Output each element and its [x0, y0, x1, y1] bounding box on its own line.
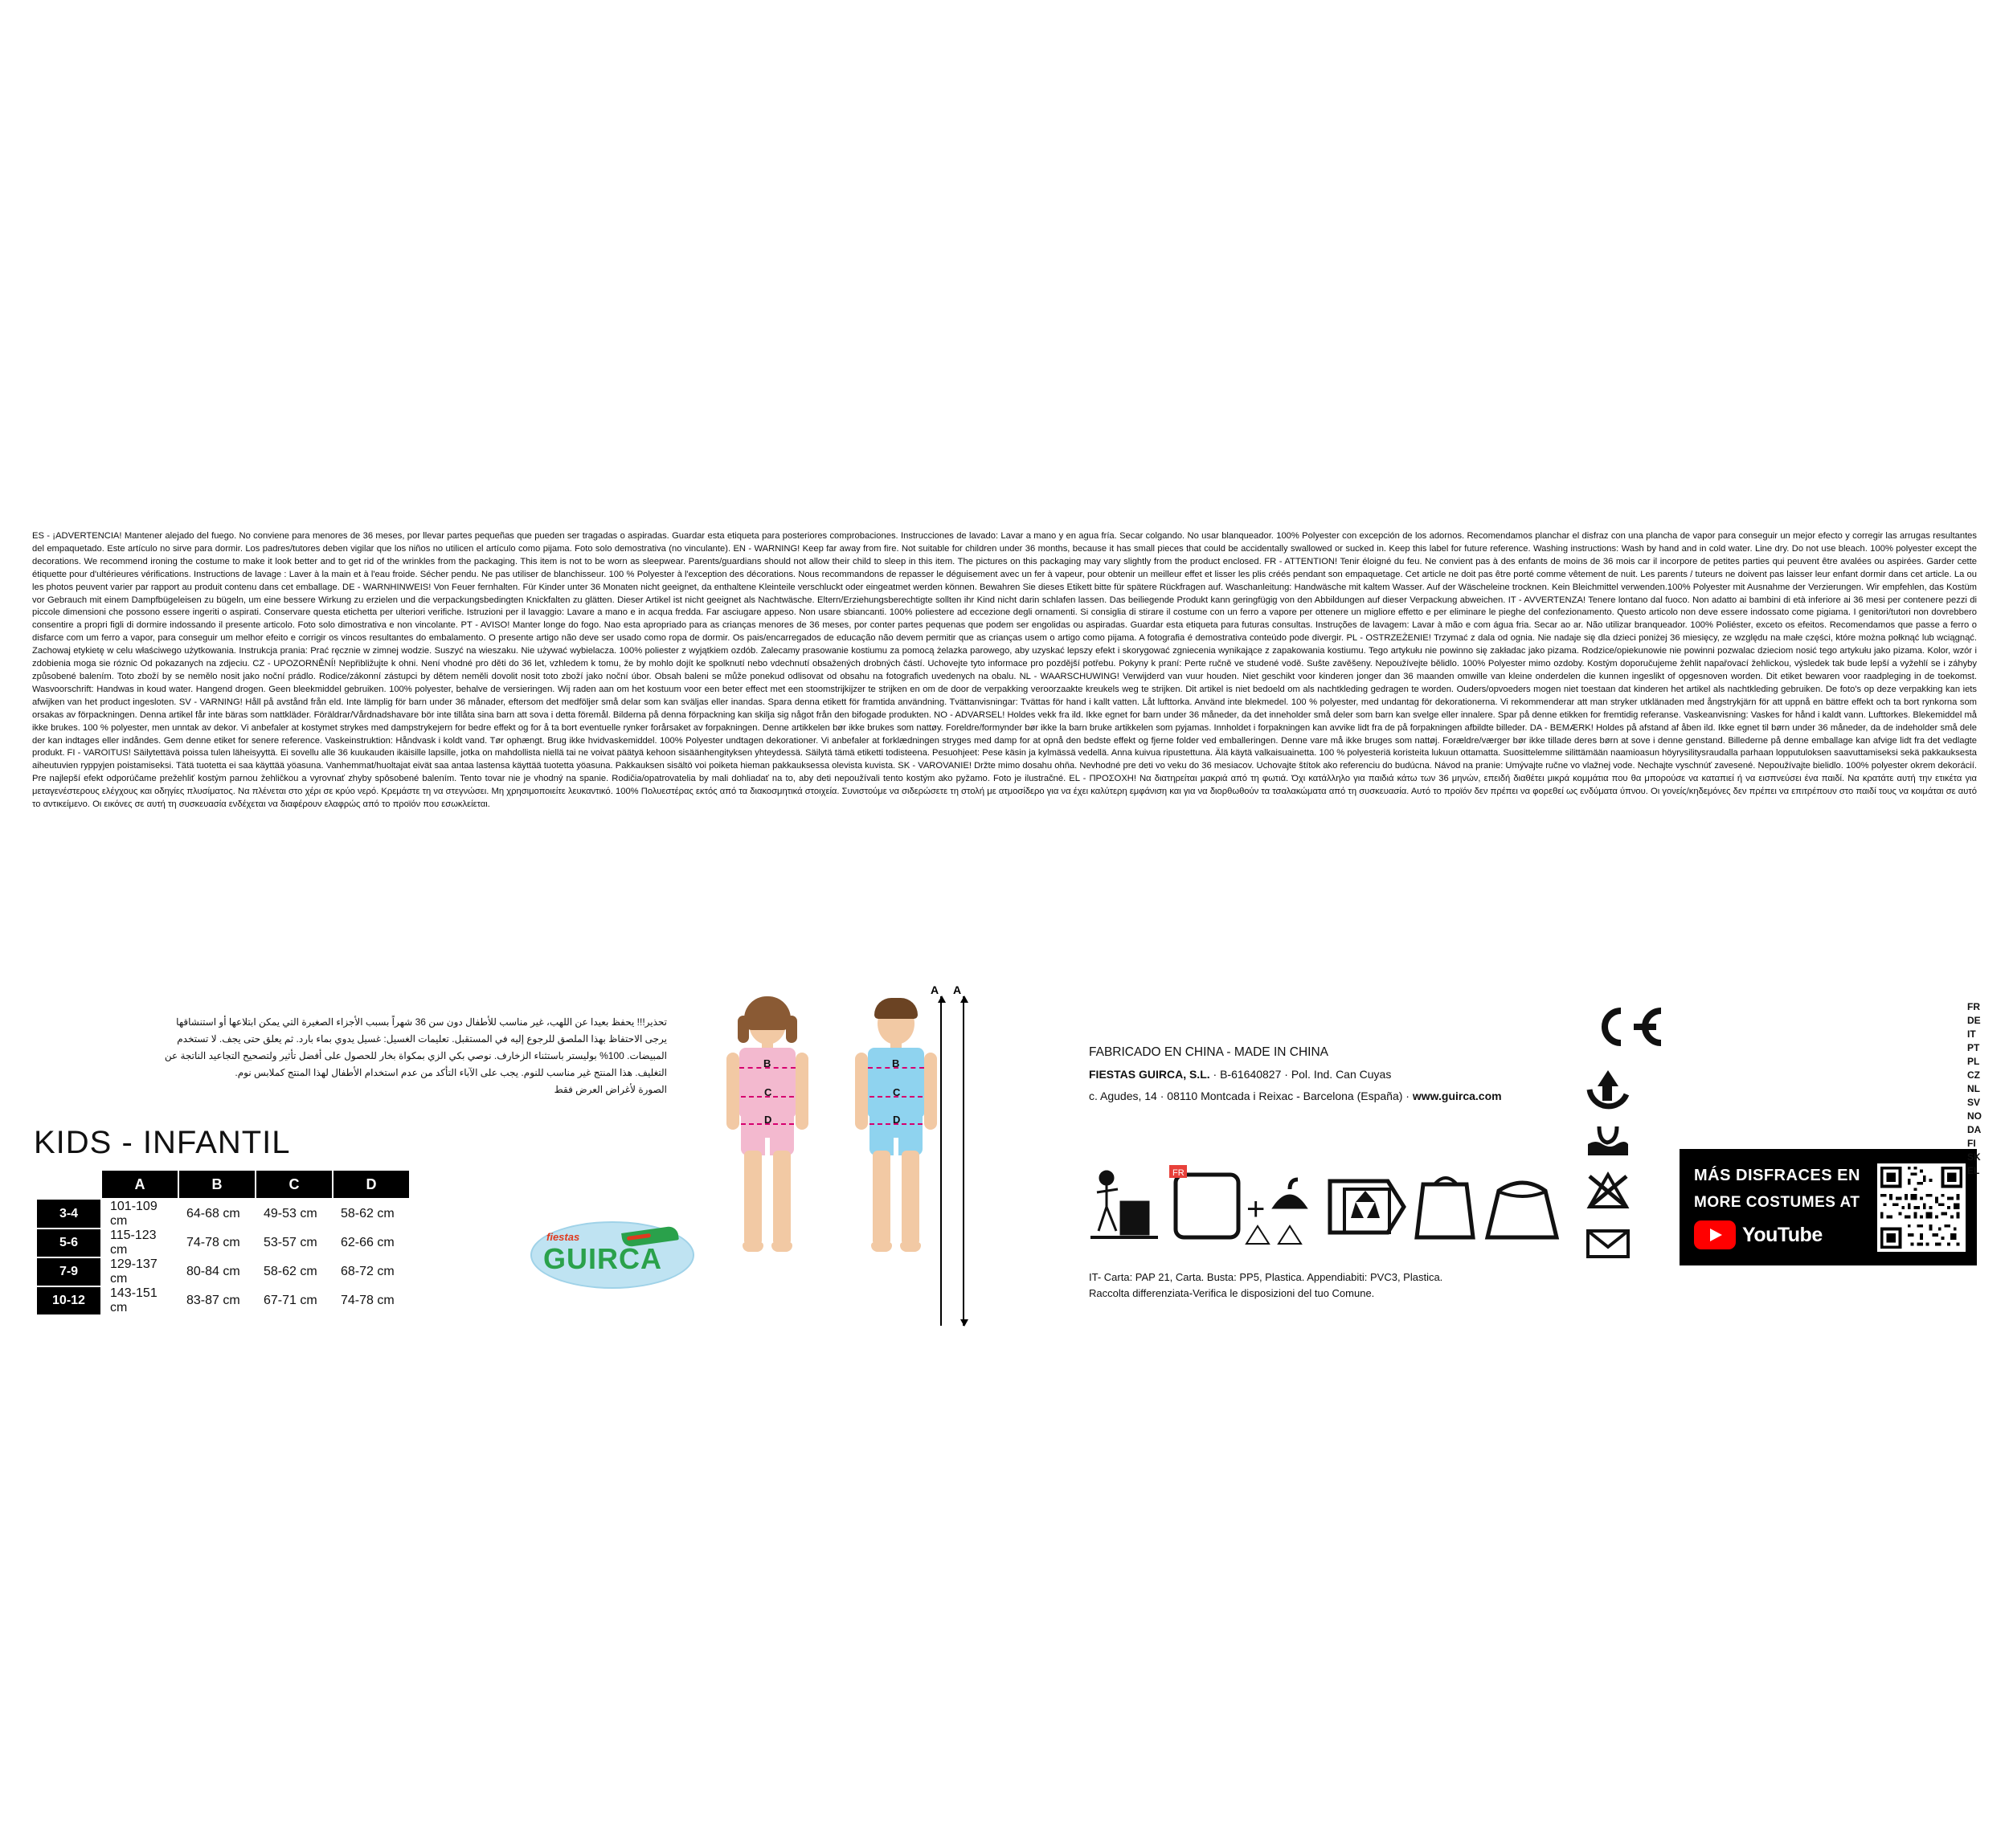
company-line — [1089, 1064, 1502, 1085]
promo-line-1: MÁS DISFRACES EN — [1694, 1167, 1860, 1184]
qr-code[interactable] — [1877, 1163, 1966, 1252]
youtube-wordmark: YouTube — [1742, 1223, 1823, 1246]
manufacturer-info — [1089, 1041, 1502, 1107]
youtube-play-icon — [1694, 1220, 1736, 1249]
size-5-6-c: 53-57 cm — [264, 1236, 317, 1249]
lang-it: IT — [1967, 1028, 1976, 1041]
lang-de: DE — [1967, 1015, 1981, 1027]
girl-measure-label-d: D — [764, 1114, 772, 1126]
size-10-12-b: 83-87 cm — [186, 1294, 240, 1307]
arabic-line-5: الصورة لأغراض العرض فقط — [554, 1084, 667, 1095]
arabic-line-3: المبيضات. 100% بوليستر باستثناء الزخارف. نوصي بكي الزي بمكواة بخار للحصول على أفضل تأثير ولتصحيح التجاعيد الناتجة عن — [164, 1050, 667, 1061]
size-col-header-c: C — [256, 1170, 333, 1199]
size-3-4-d: 58-62 cm — [341, 1207, 395, 1220]
recycling-icon-group — [1089, 1157, 1587, 1253]
boy-arm-left — [855, 1053, 868, 1130]
size-7-9-d: 68-72 cm — [341, 1265, 395, 1278]
company-address: c. Agudes, 14 · 08110 Montcada i Reixac - Barcelona (España) · — [1089, 1090, 1413, 1103]
logo-brand-name: GUIRCA — [543, 1242, 662, 1275]
size-3-4-b: 64-68 cm — [186, 1207, 240, 1220]
girl-measure-label-b: B — [763, 1057, 771, 1069]
boy-measure-label-d: D — [893, 1114, 901, 1126]
lang-el: EL — [1967, 1165, 1980, 1177]
recycling-note-line-1: IT- Carta: PAP 21, Carta. Busta: PP5, Plastica. Appendiabiti: PVC3, Plastica. — [1089, 1271, 1443, 1283]
plastic-bag-icon — [1417, 1184, 1473, 1237]
boy-leg-gap — [894, 1138, 898, 1157]
arabic-warning-block — [32, 1014, 667, 1098]
size-col-header-a: A — [101, 1170, 178, 1199]
size-10-12-d: 74-78 cm — [341, 1294, 395, 1307]
girl-leg-gap — [765, 1138, 770, 1157]
do-not-bleach-icon — [1581, 1168, 1635, 1215]
girl-arm-right — [796, 1053, 808, 1130]
boy-leg-right — [902, 1151, 919, 1245]
pvc-triangle-icon — [1246, 1226, 1269, 1244]
girl-leg-left — [744, 1151, 762, 1245]
size-10-12-c: 67-71 cm — [264, 1294, 317, 1307]
ce-mark-icon — [1587, 1004, 1667, 1049]
size-table-title: KIDS - INFANTIL — [34, 1125, 291, 1160]
boy-figure-icon — [836, 988, 956, 1334]
sack-icon — [1487, 1183, 1557, 1237]
size-table — [35, 1169, 411, 1316]
lang-no: NO — [1967, 1110, 1982, 1122]
company-name: FIESTAS GUIRCA, S.L. — [1089, 1068, 1210, 1081]
girl-hair — [744, 996, 791, 1030]
company-registration: · B-61640827 · Pol. Ind. Can Cuyas — [1209, 1068, 1392, 1081]
made-in-text: FABRICADO EN CHINA - MADE IN CHINA — [1089, 1045, 1328, 1059]
lang-pl: PL — [1967, 1056, 1980, 1068]
logo-fiestas-text: fiestas — [546, 1231, 580, 1243]
company-address-line — [1089, 1085, 1502, 1107]
language-code-column — [1967, 1000, 1982, 1178]
boy-foot-right — [900, 1242, 921, 1252]
boy-arm-right — [924, 1053, 937, 1130]
promo-line-2: MORE COSTUMES AT — [1694, 1194, 1860, 1211]
size-col-header-d: D — [333, 1170, 410, 1199]
envelope-icon — [1581, 1220, 1635, 1266]
table-row — [36, 1199, 410, 1229]
girl-foot-right — [771, 1242, 792, 1252]
boy-measure-label-c: C — [893, 1086, 901, 1098]
girl-figure-icon — [707, 988, 828, 1334]
size-7-9-b: 80-84 cm — [186, 1265, 240, 1278]
fr-tag-text: FR — [1172, 1168, 1185, 1178]
girl-foot-left — [743, 1242, 763, 1252]
multilingual-warning-text: ES - ¡ADVERTENCIA! Mantener alejado del fuego. No conviene para menores de 36 meses, por llevar partes pequeñas que pueden ser tragadas o aspiradas. Guardar esta etiqueta para posteriores comprobaciones. Instrucciones de lavado: Lavar a mano y en agua fría. Secar colgando. No usar blanqueador. 100% Polyester con excepción de los adornos. Recomendamos planchar el disfraz con una plancha de vapor para conseguir un mejor efecto y corregir las arrugas resultantes del empaquetado. Este artículo no sirve para dormir. Los padres/tutores deben vigilar que los niños no utilicen el artículo como pijama. Foto solo demostrativa (no vinculante). EN - WARNING! Keep far away from fire. Not suitable for children under 36 months, because it has small pieces that could be accidentally swallowed or sucked in. Keep this label for future reference. Washing instructions: Wash by hand and in cold water. Line dry. Do not use bleach. 100% polyester except the decorations. We recommend ironing the costume to make it look better and to get rid of the wrinkles from the packaging. This item is not to be worn as sleepwear. Parents/guardians should not allow their child to sleep in this item. The pictures on this packaging may vary slightly from the product enclosed. FR - ATTENTION! Tenir éloigné du feu. Ne convient pas à des enfants de moins de 36 mois car il incorpore de petites parties qui peuvent être avalées ou aspirées. Garder cette étiquette pour d'ultérieures vérifications. Instructions de lavage : Laver à la main et à l'eau froide. Sécher pendu. Ne pas utiliser de blanchisseur. 100 % Polyester à l'exception des décorations. Nous recommandons de repasser le déguisement avec un fer à vapeur, pour obtenir un meilleur effet et lisser les plis créés pendant son empaquetage. Cet article ne doit pas être porté comme vêtement de nuit. Les parents / tuteurs ne doivent pas laisser leur enfant dormir dans cet article. La ou les photos peuvent varier par rapport au produit contenu dans cet emballage. DE - WARNHINWEIS! Von Feuer fernhalten. Für Kinder unter 36 Monaten nicht geeignet, da enthaltene Kleinteile verschluckt oder eingeatmet werden können. Bewahren Sie dieses Etikett bitte für spätere Rückfragen auf. Waschanleitung: Handwäsche mit kaltem Wasser. Auf der Wäscheleine trocknen. Kein Bleichmittel verwenden.100% Polyester mit Ausnahme der Verzierungen. Wir empfehlen, das Kostüm vor Gebrauch mit einem Dampfbügeleisen zu bügeln, um eine bessere Wirkung zu erzielen und die verpackungsbedingten Knickfalten zu glätten. Dieser Artikel ist nicht geeignet als Nachtwäsche. Eltern/Erziehungsberechtigte sollten ihr Kind nicht darin schlafen lassen. Das beiliegende Produkt kann geringfügig von den Abbildungen auf dieser Verpackung abweichen. IT - AVVERTENZA! Tenere lontano dal fuoco. Non adatto ai bambini di età inferiore ai 36 mesi per contenere pezzi di piccole dimensioni che possono essere ingeriti o aspirati. Conservare questa etichetta per ulteriori verifiche. Istruzioni per il lavaggio: Lavare a mano e in acqua fredda. Far asciugare appeso. Non usare sbiancanti. 100% poliestere ad eccezione degli ornamenti. Si consiglia di stirare il costume con un ferro a vapore per ottenere un migliore effetto e per eliminare le pieghe del confezionamento. Questo articolo non deve essere indossato come pigiama. I genitori/tutori non dovrebbero consentire a propri figli di dormire indossando il presente articolo. Foto solo dimostrativa e non vincolante. PT - AVISO! Manter longe do fogo. Nao esta apropriado para as crianças menores de 36 meses, por conter partes pequenas que podem ser engolidas ou aspiradas. Guardar esta etiqueta para futuras consultas. Instruções de lavagem: Lavar à mão e com água fria. Secar ao ar. Não utilizar branqueador. 100% Poliéster, exceto os efeitos. Recomendamos que passe a ferro o disfarce com um ferro a vapor, para conseguir um melhor efeito e corrigir os vincos resultantes do embalamento. O presente artigo não deve ser usado como ropa de dormir. Os pais/encarregados de educação não devem permitir que as crianças usem o artigo como pijama. A fotografia é demostrativa conteúdo pode divergir. PL - OSTRZEŻENIE! Trzymać z dala od ognia. Nie nadaje się dla dzieci poniżej 36 miesięcy, ze względu na małe części, które można połknąć lub wciągnąć. Zachowaj etykietę w celu właściwego użytkowania. Instrukcja prania: Prać ręcznie w zimnej wodzie. Suszyć na wieszaku. Nie używać wybielacza. 100% poliester z wyjątkiem ozdób. Zalecamy prasowanie kostiumu za pomocą żelazka parowego, aby uzyskać lepszy efekt i skorygować zgniecenia wynikające z zapakowania kostiumu. Tego artykułu nie powinno się zakładac jako pizama. Rodzice/opiekunowie nie powinni pozwalac dzieciom nosić tego artykułu jako pizama. Kolor, wzór i zdobienia moga sie róznic Od pokazanych na zdjeciu. CZ - UPOZORNĚNÍ! Nepřibližujte k ohni. Není vhodné pro děti do 36 let, vzhledem k tomu, že by mohlo dojít ke spolknutí nebo vdechnutí obsažených drobných částí. Uchovejte tyto informace pro pozdější potřebu. Pokyny k praní: Perte ručně ve studené vodě. Sušte zavěšeny. Nepoužívejte bělidlo. 100% Polyester mimo ozdoby. Kostým doporučujeme žehlit napařovací žehlickou, výsledek tak bude lepší a vyžehlí se i záhyby způsobené balením. Toto zboží by se nemělo nosit jako noční prádlo. Rodice/zákonní zástupci by dětem neměli dovolit nosit toto zboží jako noční úbor. Obsah baleni se může ponekud odlisovat od obsahu na fotografich uvedenych na obalu. NL - WAARSCHUWING! Verwijderd van vuur houden. Niet geschikt voor kinderen jonger dan 36 maanden omwille van kleine onderdelen die kunnen ingeslikt of opgesnoven worden. Dit etiket bewaren voor raadpleging in de toekomst. Wasvoorschrift: Handwas in koud water. Hangend drogen. Geen bleekmiddel gebruiken. 100% polyester, behalve de versieringen. Wij raden aan om het kostuum voor een beter effect met een stoomstrijkijzer te strijken en om de door de verpakking veroorzaakte kreukels weg te strijken. Dit artikel is niet bedoeld om als nachtkleding gedragen te worden. Ouders/opvoeders mogen niet toestaan dat kinderen het artikel als nachtkleding gebruiken. De foto's op deze verpakking kan iets afwijken van het product ingesloten. SV - VARNING! Håll på avstånd från eld. Inte lämplig för barn under 36 månader, eftersom det medföljer små delar som kan sväljas eller inandas. Spara denna etikett för framtida användning. Tvättanvisningar: Tvättas för hand i kallt vatten. Låt lufttorka. Använd inte blekmedel. 100 % polyester, med undantag för dekorationerna. Vi rekommenderar att man stryker utklänaden med ångstrykjärn för att uppnå en bättre effekt och ta bort rynkorna som orsakas av förpackningen. Denna artikel får inte bäras som nattkläder. Föräldrar/Vårdnadshavare bör inte tillåta sina barn att sova i detta föremål. Bilderna på denna förpackning kan skilja sig något från den bifogade produkten. NO - ADVARSEL! Holdes vekk fra ild. Ikke egnet for barn under 36 måneder, da det inneholder små deler som barn kan svelge eller innalere. Spar på denne etikken for fremtidig referanse. Vaskeanvisning: Vaskes for hånd i kaldt vann. Lufttorkes. Blekemiddel må ikke brukes. 100 % polyester, men unntak av dekor. Vi anbefaler at kostymet strykes med dampstrykejern for bedre effekt og for å ta bort eventuelle rynker forårsaket av forpakningen. Denne artikkelen bør ikke brukes som nattøy. Foreldre/formynder bør ikke la barn bruke artikkelen som pyjamas. Innholdet i forpakningen kan avvike lidt fra de på forpakningen afbildte billeder. DA - BEMÆRK! Holdes på afstand af åben ild. Ikke egnet til børn under 36 måneder, da de indeholder små dele der kan indtages eller indåndes. Gem denne etiket for senere reference. Vaskeinstruktion: Håndvask i koldt vand. Tør ophængt. Brug ikke hvidvaskemiddel. 100% Polyester undtagen dekorationer. Vi anbefaler at forklædningen stryges med damp for at opnå den bedste effekt og fjerne folder ved emballeringen. Denne vare må ikke bruges som nattøj. Forældre/værger bør ikke tillade deres børn at sove i denne genstand. Billederne på denne emballage kan afvige lidt fra det vedlagte produkt. FI - VAROITUS! Säilytettävä poissa tulen läheisyyttä. Ei sovellu alle 36 kuukauden ikäisille lapsille, jotka on mahdollista niellä tai ne voivat päätyä kehoon sisäänhengityksen yhteydessä. Säilytä tämä etiketti todisteena. Pesuohjeet: Pese käsin ja kylmässä vedellä. Anna kuivua ripustettuna. Älä käytä valkaisuainetta. 100 % polyesteriä koristeita lukuun ottamatta. Suosittelemme silittämään naamioasun höyrysilitysraudalla parhaan lopputuloksen saavuttamiseksi sekä pakkauksesta aiheutuvien ryppyjen poistamiseksi. Tätä tuotetta ei saa käyttää yöasuna. Vanhemmat/huoltajat eivät saa antaa lastensa käyttää tuotetta yöasuna. Pakkauksen sisältö voi poiketa hieman pakkauksessa olevista kuvista. SK - VAROVANIE! Držte mimo dosahu ohňa. Nevhodné pre deti vo veku do 36 mesiacov. Uchovajte štítok ako referenciu do budúcna. Návod na pranie: Umývajte ručne vo vlažnej vode. Nechajte vyschnúť zavesené. Nepoužívajte bielidlo. 100% polyester okrem dekorácií. Pre najlepší efekt odporúčame prežehliť kostým parnou žehličkou a vyrovnať zhyby spôsobené balením. Tento tovar nie je vhodný na spanie. Rodičia/opatrovatelia by mali dohliadať na to, aby deti nepoužívali tento kostým ako pyžamo. Foto je ilustračné. EL - ΠΡΟΣΟΧΗ! Να διατηρείται μακριά από τη φωτιά. Όχι κατάλληλο για παιδιά κάτω των 36 μηνών, επειδή διαθέτει μικρά κομμάτια που θα μπορούσε να καταπιεί ή να εισπνεύσει ένα παιδί. Να κρατάτε αυτή την ετικέτα για μεταγενέστερους ελέγχους και οδηγίες πλυσίματος. Να πλένεται στο χέρι σε κρύο νερό. Κρεμάστε τη να στεγνώσει. Μη χρησιμοποιείτε λευκαντικό. 100% Πολυεστέρας εκτός από τα διακοσμητικά στοιχεία. Συνιστούμε να σιδερώσετε τη στολή με ατμοσίδερο για να έχει καλύτερη εμφάνιση και για να διορθωθούν τα τσαλακώματα από τη συσκευασία. Αυτό το προϊόν δεν πρέπει να φορεθεί ως ενδύματα ύπνου. Οι γονείς/κηδεμόνες δεν πρέπει να επιτρέπουν στο παιδί τους να κοιμάται σε αυτό το αντικείμενο. Οι εικόνες σε αυτή τη συσκευασία ενδέχεται να διαφέρουν ελαφρώς από το προϊόν που εσωκλείεται. — [32, 531, 1977, 810]
sorting-person-icon — [1090, 1171, 1158, 1237]
table-row — [36, 1229, 410, 1257]
guirca-logo — [530, 1221, 694, 1289]
size-10-12-a: 143-151 cm — [110, 1286, 158, 1314]
lang-da: DA — [1967, 1124, 1982, 1136]
height-axis-boy — [963, 996, 964, 1326]
size-7-9-c: 58-62 cm — [264, 1265, 317, 1278]
size-5-6-b: 74-78 cm — [186, 1236, 240, 1249]
hand-wash-icon — [1581, 1117, 1635, 1163]
size-3-4-a: 101-109 cm — [110, 1200, 158, 1228]
boy-measure-label-b: B — [892, 1057, 900, 1069]
table-row — [36, 1257, 410, 1286]
recycle-bin-icon — [1344, 1189, 1389, 1233]
recycling-pictograms — [1089, 1157, 1587, 1261]
garment-box-icon — [1169, 1165, 1238, 1237]
size-table-header-row — [36, 1170, 410, 1199]
lang-cz: CZ — [1967, 1069, 1980, 1081]
measurement-figures — [707, 983, 972, 1334]
boy-leg-left — [873, 1151, 890, 1245]
size-age-7-9: 7-9 — [36, 1257, 101, 1286]
size-col-header-b: B — [178, 1170, 256, 1199]
youtube-logo[interactable] — [1694, 1220, 1823, 1250]
recycling-note-line-2: Raccolta differenziata-Verifica le disposizioni del tuo Comune. — [1089, 1286, 1375, 1299]
size-age-10-12: 10-12 — [36, 1286, 101, 1315]
lang-sk: SK — [1967, 1151, 1981, 1163]
table-row — [36, 1286, 410, 1315]
lang-fi: FI — [1967, 1138, 1976, 1150]
girl-measure-label-c: C — [764, 1086, 772, 1098]
care-instruction-icons — [1581, 1061, 1678, 1271]
arabic-line-2: يرجى الاحتفاظ بهذا الملصق للرجوع إليه في المستقبل. تعليمات الغسيل: غسيل يدوي بماء بارد. ثم يعلق حتى يجف. لا تستخدم — [177, 1033, 667, 1045]
arabic-line-4: التغليف. هذا المنتج غير مناسب للنوم. يجب على الآباء التأكد من عدم استخدام الأطفال لهذا المنتج كملابس نوم. — [235, 1067, 667, 1078]
recycling-note — [1089, 1269, 1442, 1301]
girl-leg-right — [773, 1151, 791, 1245]
arabic-line-1: تحذير!!! يحفظ بعيدا عن اللهب، غير مناسب للأطفال دون سن 36 شهراً بسبب الأجزاء الصغيرة التي يمكن ابتلاعها أو استنشاقها — [176, 1016, 667, 1028]
hanger-icon — [1275, 1180, 1304, 1207]
lang-pt: PT — [1967, 1042, 1980, 1054]
lang-fr: FR — [1967, 1001, 1980, 1012]
size-7-9-a: 129-137 cm — [110, 1257, 158, 1286]
size-3-4-c: 49-53 cm — [264, 1207, 317, 1220]
company-website: www.guirca.com — [1412, 1090, 1502, 1103]
height-label-a-girl: A — [931, 983, 939, 996]
pap-triangle-icon — [1279, 1226, 1301, 1244]
girl-arm-left — [726, 1053, 739, 1130]
size-5-6-a: 115-123 cm — [110, 1229, 157, 1257]
boy-foot-left — [871, 1242, 892, 1252]
size-5-6-d: 62-66 cm — [341, 1236, 395, 1249]
sack-tie-icon — [1500, 1192, 1544, 1196]
lang-sv: SV — [1967, 1097, 1981, 1109]
size-col-header-blank — [36, 1170, 101, 1199]
size-age-5-6: 5-6 — [36, 1229, 101, 1257]
youtube-promo-banner[interactable] — [1680, 1149, 1977, 1265]
lang-nl: NL — [1967, 1083, 1980, 1095]
plus-sign: + — [1246, 1192, 1266, 1227]
recycle-arrows-icon — [1581, 1065, 1635, 1112]
height-axis-girl — [940, 996, 942, 1326]
height-label-a-boy: A — [953, 983, 962, 996]
boy-hair — [874, 998, 918, 1019]
size-age-3-4: 3-4 — [36, 1199, 101, 1229]
